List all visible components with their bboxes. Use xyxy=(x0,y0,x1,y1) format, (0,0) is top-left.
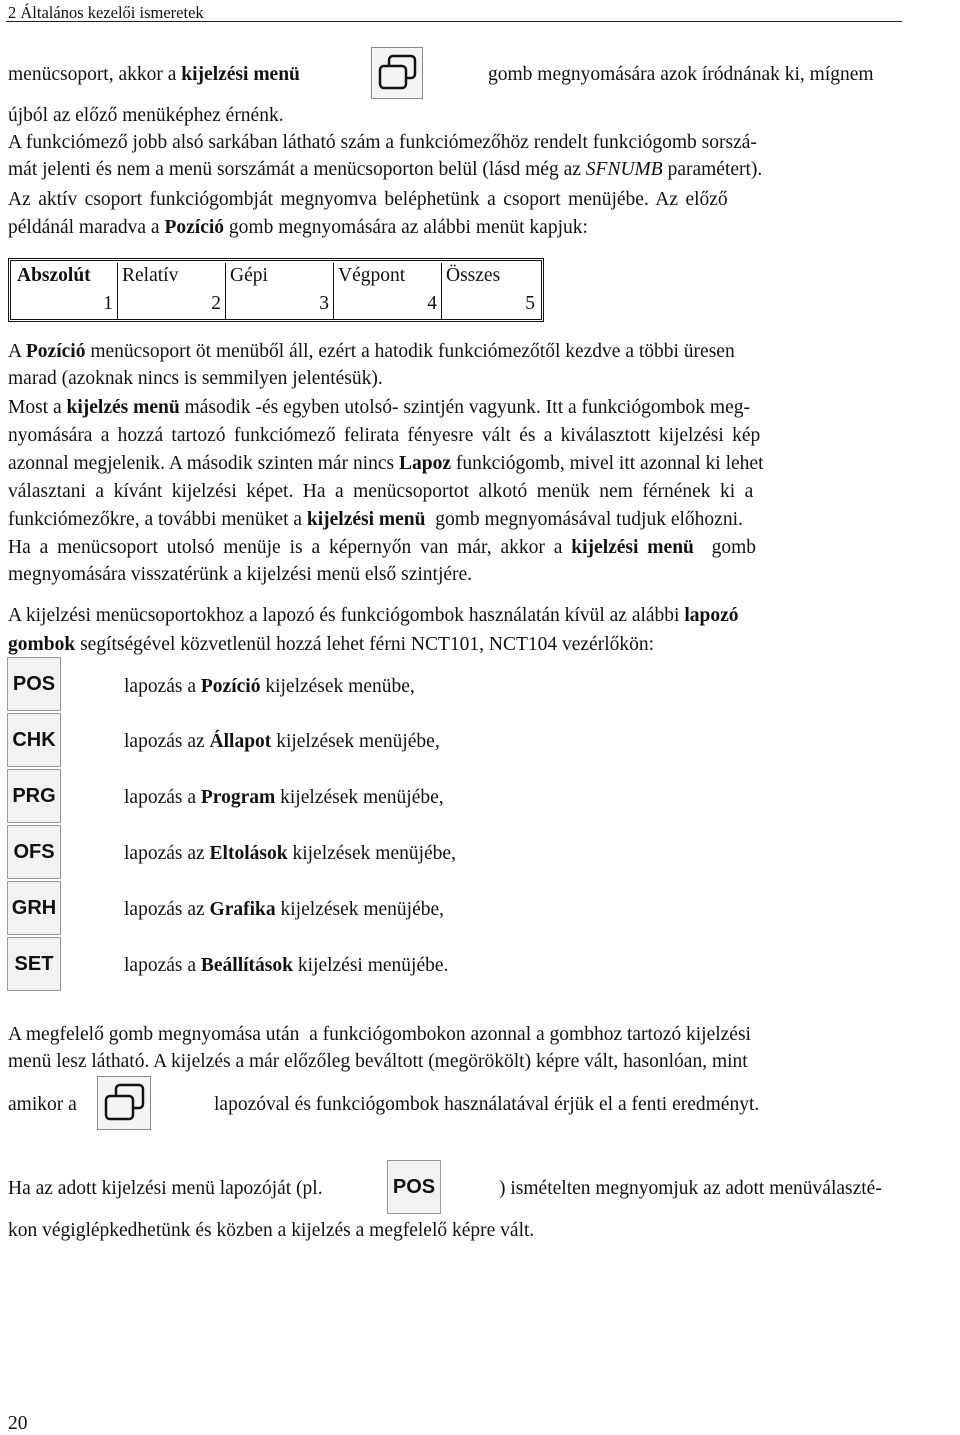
ofs-key[interactable]: OFS xyxy=(7,825,61,879)
p1-line-3: A funkciómező jobb alsó sarkában látható szám a funkciómezőhöz rendelt funkciógomb sorszá- xyxy=(8,132,757,153)
p1-line-4: mát jelenti és nem a menü sorszámát a menücsoporton belül (lásd még az SFNUMB paramétert). xyxy=(8,159,763,180)
p5-line-1-start: Ha az adott kijelzési menü lapozóját (pl. xyxy=(8,1178,323,1199)
pos-key-desc: lapozás a Pozíció kijelzések menübe, xyxy=(124,676,415,697)
p2-line-9: megnyomására visszatérünk a kijelzési menü első szintjére. xyxy=(8,564,473,585)
display-menu-button-2[interactable] xyxy=(97,1076,151,1130)
p2-line-2: marad (azoknak nincs is semmilyen jelentésük). xyxy=(8,368,383,389)
header-rule xyxy=(6,21,902,22)
p1-line-2: újból az előző menüképhez érnénk. xyxy=(8,105,284,126)
pos-key[interactable]: POS xyxy=(7,657,61,711)
chk-key[interactable]: CHK xyxy=(7,713,61,767)
softkey-2[interactable]: Relatív 2 xyxy=(118,263,226,319)
set-key[interactable]: SET xyxy=(7,937,61,991)
sfnumb-param: SFNUMB xyxy=(585,159,663,180)
kijelzesi-menu-term: kijelzési menü xyxy=(181,64,300,85)
pos-key-inline[interactable]: POS xyxy=(387,1160,441,1214)
display-menu-icon xyxy=(372,48,424,100)
softkey-3[interactable]: Gépi 3 xyxy=(226,263,334,319)
ofs-key-desc: lapozás az Eltolások kijelzések menüjébe, xyxy=(124,843,456,864)
softkey-1[interactable]: Abszolút 1 xyxy=(13,263,118,319)
p2-line-5: azonnal megjelenik. A második szinten már nincs Lapoz funkciógomb, mivel itt azonnal ki lehet xyxy=(8,453,764,474)
page-number: 20 xyxy=(8,1413,28,1434)
p4-line-1: A megfelelő gomb megnyomása után a funkciógombokon azonnal a gombhoz tartozó kijelzési xyxy=(8,1024,751,1045)
grh-key-desc: lapozás az Grafika kijelzések menüjébe, xyxy=(124,899,445,920)
p2-line-8: Ha a menücsoport utolsó menüje is a képernyőn van már, akkor a kijelzési menü gomb xyxy=(8,537,757,558)
p4-line-3-start: amikor a xyxy=(8,1094,77,1115)
p3-line-2: gombok segítségével közvetlenül hozzá lehet férni NCT101, NCT104 vezérlőkön: xyxy=(8,634,655,655)
p2-line-7: funkciómezőkre, a további menüket a kijelzési menü gomb megnyomásával tudjuk előhozni. xyxy=(8,509,743,530)
p1-line-6: példánál maradva a Pozíció gomb megnyomására az alábbi menüt kapjuk: xyxy=(8,217,588,238)
p1-line-5: Az aktív csoport funkciógombját megnyomva beléphetünk a csoport menüjébe. Az előző xyxy=(8,189,728,210)
grh-key[interactable]: GRH xyxy=(7,881,61,935)
p2-line-1: A Pozíció menücsoport öt menüből áll, ezért a hatodik funkciómezőtől kezdve a többi üresen xyxy=(8,341,735,362)
chk-key-desc: lapozás az Állapot kijelzések menüjébe, xyxy=(124,731,440,752)
p2-line-3: Most a kijelzés menü második -és egyben utolsó- szintjén vagyunk. Itt a funkciógombok meg- xyxy=(8,397,750,418)
softkey-5[interactable]: Összes 5 xyxy=(446,265,535,314)
running-header: 2 Általános kezelői ismeretek xyxy=(8,3,204,22)
p5-line-2: kon végiglépkedhetünk és közben a kijelzés a megfelelő képre vált. xyxy=(8,1220,535,1241)
display-menu-button[interactable] xyxy=(371,47,423,99)
prg-key[interactable]: PRG xyxy=(7,769,61,823)
softkey-4[interactable]: Végpont 4 xyxy=(334,263,442,319)
p5-line-1-end: ) ismételten megnyomjuk az adott menüválaszté- xyxy=(499,1178,882,1199)
p2-line-6: választani a kívánt kijelzési képet. Ha a menücsoportot alkotó menük nem férnének ki a xyxy=(8,481,754,502)
set-key-desc: lapozás a Beállítások kijelzési menüjébe. xyxy=(124,955,449,976)
p3-line-1: A kijelzési menücsoportokhoz a lapozó és funkciógombok használatán kívül az alábbi lapozó xyxy=(8,605,739,626)
p4-line-2: menü lesz látható. A kijelzés a már előzőleg beváltott (megörökölt) képre vált, hasonlóan, mint xyxy=(8,1051,748,1072)
prg-key-desc: lapozás a Program kijelzések menüjébe, xyxy=(124,787,444,808)
p1-line-1: menücsoport, akkor a kijelzési menü xyxy=(8,64,300,85)
p2-line-4: nyomására a hozzá tartozó funkciómező felirata fényesre vált és a kiválasztott kijelzési kép xyxy=(8,425,761,446)
softkey-menu xyxy=(8,258,544,322)
p1-line-1-end: gomb megnyomására azok íródnának ki, mígnem xyxy=(488,64,874,85)
p4-line-3-end: lapozóval és funkciógombok használatával érjük el a fenti eredményt. xyxy=(214,1094,760,1115)
display-menu-icon xyxy=(98,1077,152,1131)
